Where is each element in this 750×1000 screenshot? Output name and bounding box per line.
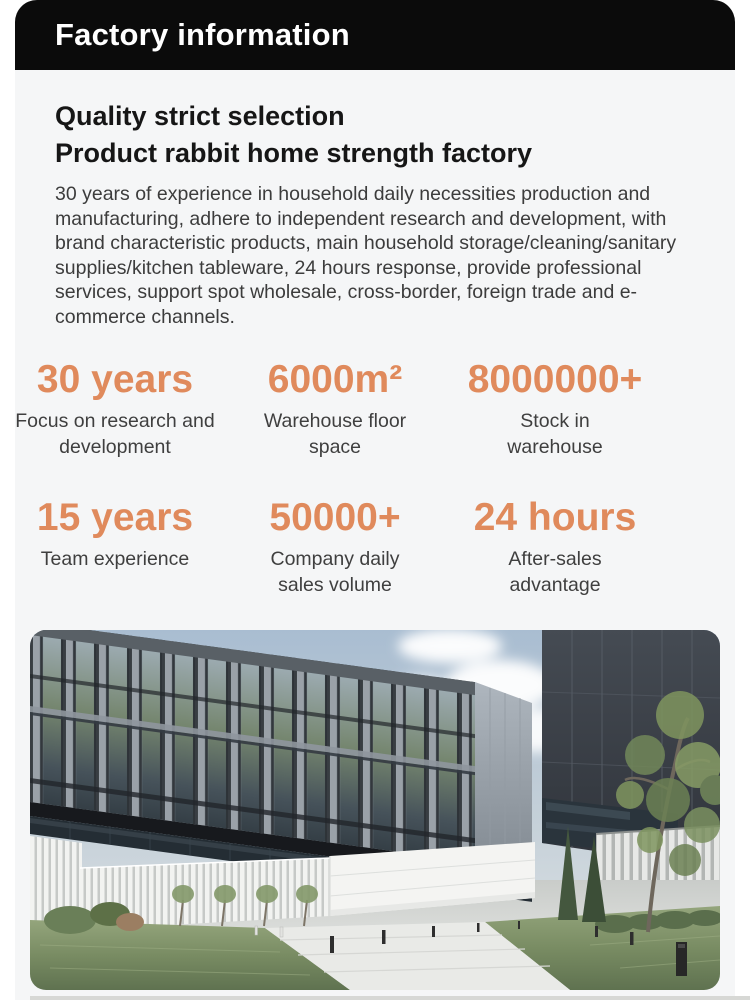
next-section-edge: [30, 996, 750, 1000]
stat-item: [263, 495, 408, 598]
stat-item: [468, 357, 643, 460]
stat-value: 30 years: [36, 357, 194, 401]
stat-item: [474, 495, 637, 598]
section-heading: [55, 98, 695, 172]
factory-info-card: [15, 0, 735, 1000]
stat-value: 15 years: [36, 495, 194, 539]
factory-photo-illustration: [30, 630, 720, 990]
intro-section: [15, 98, 735, 330]
stat-value: 8000000+: [467, 357, 643, 401]
stat-label: Team experience: [40, 547, 190, 570]
heading-line-1: Quality strict selection: [55, 101, 345, 131]
stat-label: Stock in warehouse: [507, 409, 603, 458]
section-description: 30 years of experience in household daily necessities production and manufacturing, adhere to independent research and development, with brand characteristic products, main household storage/cleaning/sanitary supplies/kitchen tableware, 24 hours response, provide professional services, support spot wholesale, cross-border, foreign trade and e-commerce channels.: [55, 183, 677, 328]
page-title: Factory information: [55, 17, 350, 52]
stat-label: Focus on research and development: [15, 409, 215, 458]
stat-label: Company daily sales volume: [270, 547, 400, 596]
stat-label: After-sales advantage: [508, 547, 602, 596]
section-header-bar: [15, 0, 735, 70]
heading-line-2: Product rabbit home strength factory: [55, 138, 533, 168]
stat-item: [6, 357, 224, 460]
stat-value: 24 hours: [473, 495, 637, 539]
factory-campus-photo: [30, 630, 720, 990]
stat-value: 50000+: [269, 495, 401, 539]
stat-value: 6000m²: [267, 357, 403, 401]
stat-item: [37, 495, 193, 598]
stats-grid: [5, 357, 735, 598]
stat-label: Warehouse floor space: [263, 409, 407, 458]
stat-item: [263, 357, 408, 460]
